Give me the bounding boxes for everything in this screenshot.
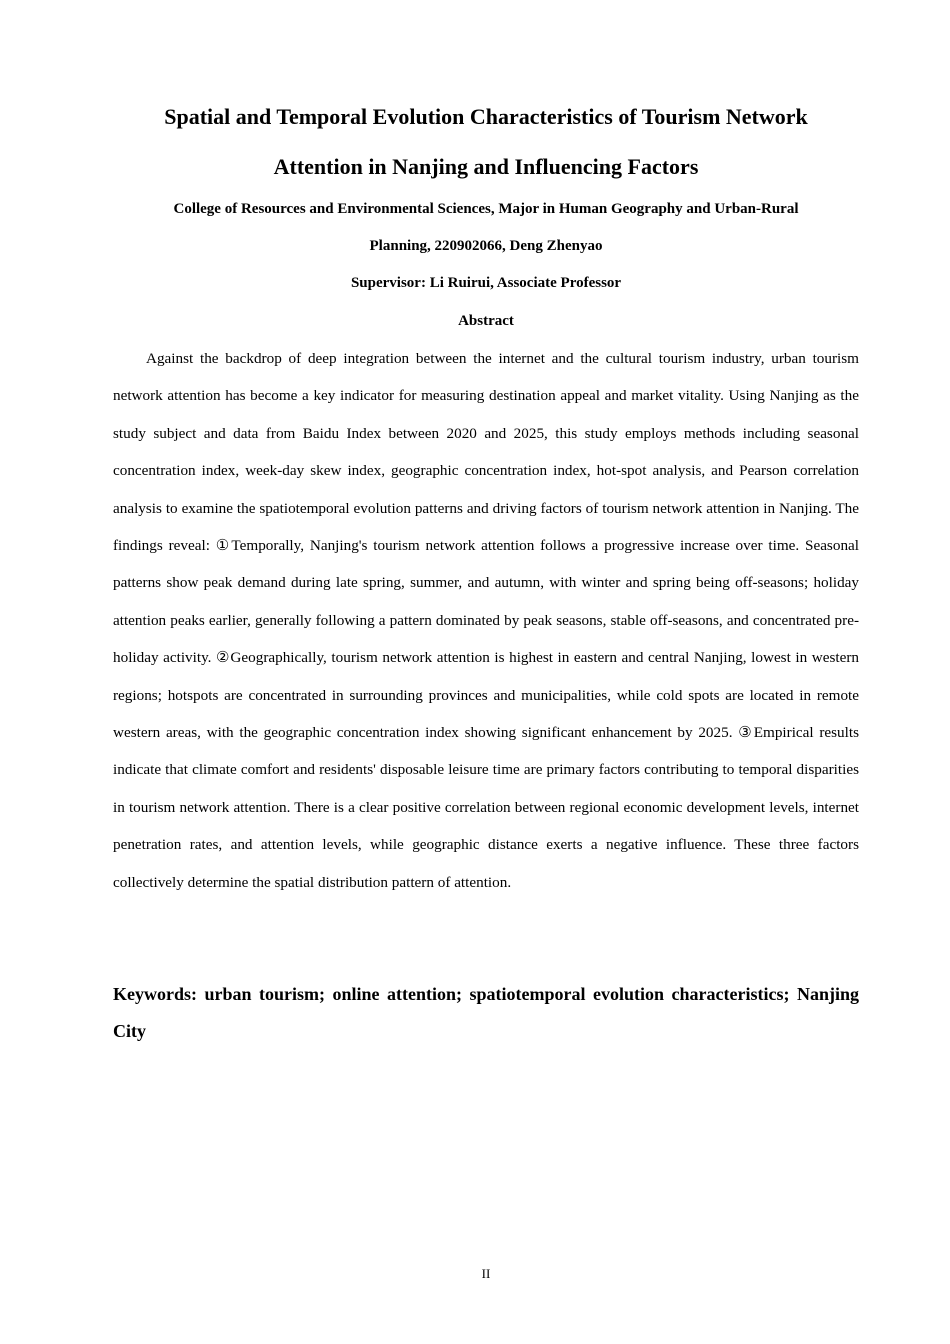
paper-title-line-2: Attention in Nanjing and Influencing Factors bbox=[273, 154, 699, 179]
supervisor-line: Supervisor: Li Ruirui, Associate Professor bbox=[350, 275, 622, 291]
paper-title-line-1: Spatial and Temporal Evolution Characteristics of Tourism Network bbox=[164, 104, 808, 129]
keywords: Keywords: urban tourism; online attention; spatiotemporal evolution characteristics; Nanjing City bbox=[113, 984, 859, 1041]
abstract-heading: Abstract bbox=[458, 313, 514, 329]
abstract-body: Against the backdrop of deep integration between the internet and the cultural tourism industry, urban tourism network attention has become a key indicator for measuring destination appeal and market vitality. Using Nanjing as the study subject and data from Baidu Index between 2020 and 2025, this study employs methods including seasonal concentration index, week-day skew index, geographic concentration index, hot-spot analysis, and Pearson correlation analysis to examine the spatiotemporal evolution patterns and driving factors of tourism network attention in Nanjing. The findings reveal: ①Temporally, Nanjing's tourism network attention follows a progressive increase over time. Seasonal patterns show peak demand during late spring, summer, and autumn, with winter and spring being off-seasons; holiday attention peaks earlier, generally following a pattern dominated by peak seasons, stable off-seasons, and concentrated pre-holiday activity. ②Geographically, tourism network attention is highest in eastern and central Nanjing, lowest in western regions; hotspots are concentrated in surrounding provinces and municipalities, while cold spots are located in remote western areas, with the geographic concentration index showing significant enhancement by 2025. ③Empirical results indicate that climate comfort and residents' disposable leisure time are primary factors contributing to temporal disparities in tourism network attention. There is a clear positive correlation between regional economic development levels, internet penetration rates, and attention levels, while geographic distance exerts a negative influence. These three factors collectively determine the spatial distribution pattern of attention. bbox=[113, 350, 859, 891]
page-number: II bbox=[481, 1266, 491, 1281]
affiliation-line-2: Planning, 220902066, Deng Zhenyao bbox=[369, 238, 603, 254]
affiliation-line-1: College of Resources and Environmental Sciences, Major in Human Geography and Urban-Rural bbox=[173, 201, 799, 217]
